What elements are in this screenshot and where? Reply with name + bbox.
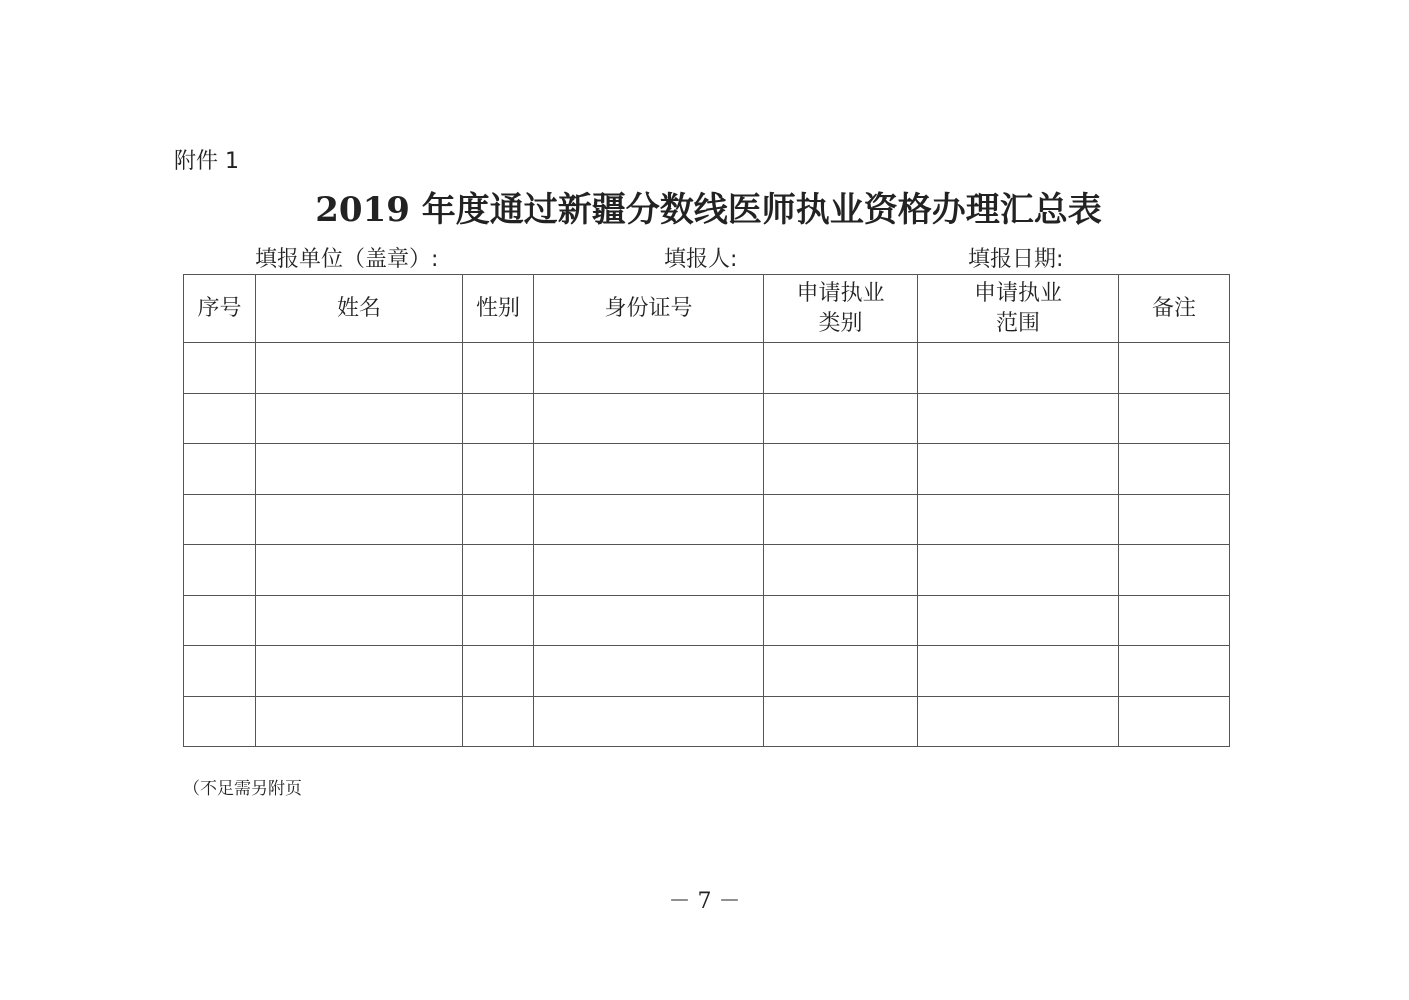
table-cell [256,343,463,394]
column-header-line: 类别 [818,310,863,336]
column-header-line: 姓名 [336,295,381,321]
table-cell [256,393,463,444]
column-header [256,275,463,343]
summary-table [183,274,1230,747]
table-cell [1119,696,1230,747]
table-row [184,545,1230,596]
table-cell [764,646,918,697]
table-row [184,393,1230,444]
table-row [184,444,1230,495]
column-header-line: 备注 [1151,295,1196,321]
table-cell [256,545,463,596]
table-cell [463,444,534,495]
column-header [918,275,1119,343]
table-row [184,343,1230,394]
table-cell [256,494,463,545]
table-cell [534,696,764,747]
table-cell [534,444,764,495]
table-cell [534,595,764,646]
table-cell [918,393,1119,444]
table-cell [184,444,256,495]
table-header-row [184,275,1230,343]
table-cell [918,696,1119,747]
table-cell [764,393,918,444]
table-cell [764,696,918,747]
table-cell [184,545,256,596]
column-header-line: 申请执业 [796,280,885,306]
table-cell [463,494,534,545]
table-cell [534,545,764,596]
table-cell [256,646,463,697]
table-cell [184,646,256,697]
table-cell [184,494,256,545]
table-cell [184,343,256,394]
fill-person-label: 填报人: [664,247,738,272]
table-cell [1119,545,1230,596]
table-cell [1119,444,1230,495]
table-cell [918,545,1119,596]
column-header [463,275,534,343]
table-cell [256,595,463,646]
table-cell [463,393,534,444]
fill-unit-label: 填报单位（盖章）: [255,247,439,272]
table-cell [1119,595,1230,646]
column-header-line: 序号 [197,295,242,321]
column-header [764,275,918,343]
column-header-line: 申请执业 [973,280,1062,306]
table-cell [764,343,918,394]
table-cell [463,646,534,697]
column-header-line: 性别 [475,295,520,321]
table-cell [918,444,1119,495]
column-header [1119,275,1230,343]
table-cell [184,393,256,444]
table-cell [534,646,764,697]
table-row [184,696,1230,747]
table-cell [463,343,534,394]
table-cell [1119,393,1230,444]
table-cell [918,494,1119,545]
attachment-label: 附件 1 [174,149,239,174]
table-row [184,494,1230,545]
table-cell [764,444,918,495]
table-cell [256,696,463,747]
table-row [184,646,1230,697]
footnote: （不足需另附页 [183,779,302,799]
table-cell [918,343,1119,394]
table-cell [534,343,764,394]
table-cell [184,595,256,646]
table-cell [764,494,918,545]
column-header [534,275,764,343]
table-cell [918,646,1119,697]
table-cell [1119,646,1230,697]
column-header-line: 范围 [995,310,1040,336]
table-cell [463,696,534,747]
table-cell [1119,494,1230,545]
table-cell [534,494,764,545]
document-title: 2019 年度通过新疆分数线医师执业资格办理汇总表 [315,190,1102,230]
table-cell [534,393,764,444]
table-cell [764,545,918,596]
table-cell [463,545,534,596]
table-cell [463,595,534,646]
table-row [184,595,1230,646]
column-header-line: 身份证号 [604,295,693,321]
table-cell [764,595,918,646]
table-cell [256,444,463,495]
column-header [184,275,256,343]
table-cell [184,696,256,747]
page-number: － 7 － [668,889,741,914]
table-cell [918,595,1119,646]
fill-date-label: 填报日期: [968,247,1064,272]
table-cell [1119,343,1230,394]
